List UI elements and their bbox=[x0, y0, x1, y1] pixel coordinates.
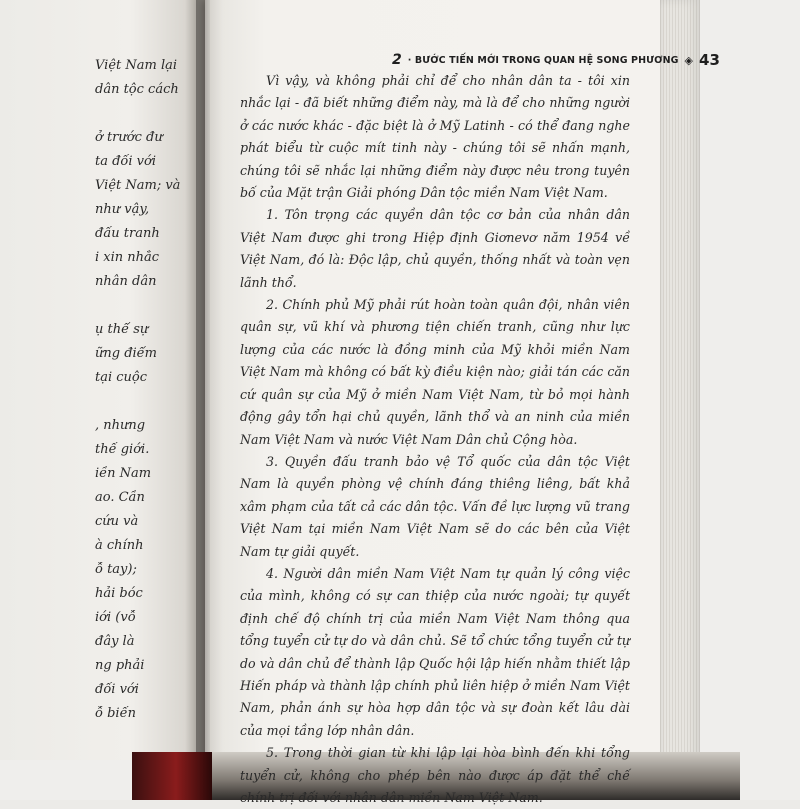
book-cover-spine bbox=[132, 752, 212, 800]
chapter-mark: 2 bbox=[392, 52, 402, 68]
paragraph-point-2: 2. Chính phủ Mỹ phải rút hoàn toàn quân đội, nhân viên quân sự, vũ khí và phương tiện chiến tranh, cũng như lực lượng của các nước là đồng minh của Mỹ khỏi miền Nam Việt Nam mà không có bất kỳ điều kiện nào; giải tán các căn cứ quân sự của Mỹ ở miền Nam Việt Nam, từ bỏ mọi hành động gây tổn hại chủ quyền, lãnh thổ và an ninh của miền Nam Việt Nam và nước Việt Nam Dân chủ Cộng hòa. bbox=[240, 297, 630, 447]
left-page-line: dân tộc cách bbox=[95, 82, 179, 97]
left-page-line: ao. Cần bbox=[95, 490, 145, 505]
left-page-line: ỗ biến bbox=[95, 706, 136, 721]
page-edges bbox=[655, 0, 700, 760]
left-page-line: , nhưng bbox=[95, 418, 146, 433]
left-page-line: i xin nhắc bbox=[95, 250, 160, 265]
left-page-line: đây là bbox=[95, 634, 135, 649]
left-page-line: Việt Nam; và bbox=[95, 178, 181, 193]
left-page-line: thế giới. bbox=[95, 442, 150, 457]
paragraph-intro: Vì vậy, và không phải chỉ để cho nhân dân ta - tôi xin nhắc lại - đã biết những điểm này, mà là để cho những người ở các nước khác - đặc biệt là ở Mỹ Latinh - có thể đang nghe phát biểu từ cuộc mít tinh này - chúng tôi sẽ nhấn mạnh, chúng tôi sẽ nhắc lại những điểm này được nêu trong tuyên bố của Mặt trận Giải phóng Dân tộc miền Nam Việt Nam. bbox=[240, 73, 630, 201]
left-page-line: iới (vỗ bbox=[95, 610, 136, 625]
left-page-line: đối với bbox=[95, 682, 139, 697]
left-page-line: ững điểm bbox=[95, 346, 158, 361]
running-title: · BƯỚC TIẾN MỚI TRONG QUAN HỆ SONG PHƯƠNG bbox=[407, 54, 679, 66]
paragraph-point-4: 4. Người dân miền Nam Việt Nam tự quản lý công việc của mình, không có sự can thiệp của nước ngoài; tự quyết định chế độ chính trị của miền Nam Việt Nam thông qua tổng tuyển cử tự do và dân chủ. Sẽ tổ chức tổng tuyển cử tự do và dân chủ để thành lập Quốc hội lập hiến nhằm thiết lập Hiến pháp và thành lập chính phủ liên hiệp ở miền Nam Việt Nam, phản ánh sự hòa hợp dân tộc và sự đoàn kết lâu dài của mọi tầng lớp nhân dân. bbox=[240, 565, 630, 738]
left-page-line: ng phải bbox=[95, 658, 145, 673]
page-body bbox=[240, 70, 630, 809]
paragraph-point-5: 5. Trong thời gian từ khi lập lại hòa bình đến khi tổng tuyển cử, không cho phép bên nào được áp đặt thể chế chính trị đối với nhân dân miền Nam Việt Nam. bbox=[240, 745, 630, 805]
left-page-line: như vậy, bbox=[95, 202, 150, 217]
left-page-line: ở trước đư bbox=[95, 130, 163, 145]
book-gutter bbox=[196, 0, 210, 760]
page-number: 43 bbox=[699, 51, 720, 69]
diamond-icon: ◈ bbox=[684, 53, 694, 67]
left-page-line: ụ thể sự bbox=[95, 322, 149, 337]
left-page-line: hải bóc bbox=[95, 586, 143, 601]
left-page-line: à chính bbox=[95, 538, 144, 553]
left-page-line: đấu tranh bbox=[95, 226, 160, 241]
paragraph-point-3: 3. Quyền đấu tranh bảo vệ Tổ quốc của dân tộc Việt Nam là quyền phòng vệ chính đáng thiêng liêng, bất khả xâm phạm của tất cả các dân tộc. Vấn đề lực lượng vũ trang Việt Nam tại miền Nam Việt Nam sẽ do các bên của Việt Nam tự giải quyết. bbox=[240, 453, 630, 559]
left-page-line: nhân dân bbox=[95, 274, 157, 289]
left-page-line: tại cuộc bbox=[95, 370, 148, 385]
page-header bbox=[392, 50, 720, 70]
left-page-line: Việt Nam lại bbox=[95, 58, 178, 73]
left-page-line: iền Nam bbox=[95, 466, 152, 481]
left-page-line: ta đối với bbox=[95, 154, 157, 169]
left-page-line: cứu và bbox=[95, 514, 139, 529]
paragraph-point-1: 1. Tôn trọng các quyền dân tộc cơ bản của nhân dân Việt Nam được ghi trong Hiệp định Giơnevơ năm 1954 về Việt Nam, đó là: Độc lập, chủ quyền, thống nhất và toàn vẹn lãnh thổ. bbox=[240, 207, 630, 290]
left-page-line: ỗ tay); bbox=[95, 562, 137, 577]
